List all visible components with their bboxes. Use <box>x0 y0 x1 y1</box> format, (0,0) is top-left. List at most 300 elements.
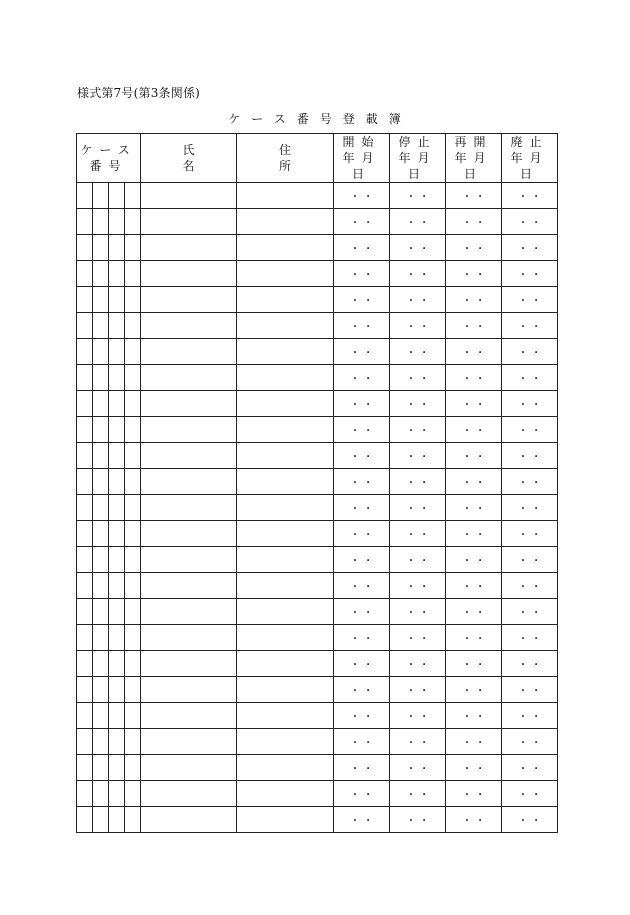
date-placeholder: ・ ・ <box>517 738 542 749</box>
case-number-digit-cell[interactable] <box>125 521 141 547</box>
case-number-digit-cell[interactable] <box>77 807 93 833</box>
date-placeholder: ・ ・ <box>405 400 430 411</box>
date-placeholder: ・ ・ <box>461 608 486 619</box>
start-date-cell[interactable] <box>334 183 390 209</box>
case-number-digit-cell[interactable] <box>93 807 109 833</box>
abolish-date-cell[interactable] <box>502 365 558 391</box>
date-placeholder: ・ ・ <box>405 634 430 645</box>
case-number-digit-cell[interactable] <box>125 365 141 391</box>
start-date-cell[interactable] <box>334 391 390 417</box>
register-row <box>77 547 558 573</box>
stop-date-cell[interactable] <box>390 391 446 417</box>
case-number-digit-cell[interactable] <box>77 261 93 287</box>
case-number-digit-cell[interactable] <box>125 729 141 755</box>
date-placeholder: ・ ・ <box>517 296 542 307</box>
case-number-digit-cell[interactable] <box>109 625 125 651</box>
date-placeholder: ・ ・ <box>517 530 542 541</box>
stop-date-cell[interactable] <box>390 443 446 469</box>
start-date-cell[interactable] <box>334 469 390 495</box>
case-number-digit-cell[interactable] <box>77 235 93 261</box>
address-cell[interactable] <box>237 209 334 235</box>
name-cell[interactable] <box>141 391 237 417</box>
start-date-cell[interactable] <box>334 521 390 547</box>
address-cell[interactable] <box>237 703 334 729</box>
stop-date-cell[interactable] <box>390 781 446 807</box>
case-number-digit-cell[interactable] <box>93 547 109 573</box>
abolish-date-cell[interactable] <box>502 807 558 833</box>
date-placeholder: ・ ・ <box>517 322 542 333</box>
case-number-digit-cell[interactable] <box>93 521 109 547</box>
stop-date-cell[interactable] <box>390 703 446 729</box>
case-number-digit-cell[interactable] <box>77 703 93 729</box>
case-number-digit-cell[interactable] <box>77 443 93 469</box>
abolish-date-cell[interactable] <box>502 209 558 235</box>
address-cell[interactable] <box>237 469 334 495</box>
name-cell[interactable] <box>141 703 237 729</box>
restart-date-header <box>446 134 502 183</box>
case-number-digit-cell[interactable] <box>93 625 109 651</box>
date-placeholder: ・ ・ <box>517 634 542 645</box>
register-row <box>77 339 558 365</box>
case-number-digit-cell[interactable] <box>93 443 109 469</box>
date-placeholder: ・ ・ <box>405 790 430 801</box>
case-number-digit-cell[interactable] <box>125 495 141 521</box>
date-placeholder: ・ ・ <box>349 296 374 307</box>
stop-date-cell[interactable] <box>390 365 446 391</box>
restart-date-cell[interactable] <box>446 391 502 417</box>
case-number-digit-cell[interactable] <box>125 677 141 703</box>
case-number-digit-cell[interactable] <box>93 599 109 625</box>
restart-date-cell[interactable] <box>446 313 502 339</box>
case-number-digit-cell[interactable] <box>125 313 141 339</box>
case-number-digit-cell[interactable] <box>109 599 125 625</box>
restart-date-cell[interactable] <box>446 573 502 599</box>
case-number-digit-cell[interactable] <box>125 599 141 625</box>
abolish-date-cell[interactable] <box>502 443 558 469</box>
restart-date-cell[interactable] <box>446 365 502 391</box>
abolish-date-cell[interactable] <box>502 625 558 651</box>
stop-date-cell[interactable] <box>390 417 446 443</box>
stop-date-cell[interactable] <box>390 495 446 521</box>
stop-date-cell[interactable] <box>390 625 446 651</box>
case-number-digit-cell[interactable] <box>109 703 125 729</box>
abolish-date-cell[interactable] <box>502 313 558 339</box>
date-placeholder: ・ ・ <box>405 244 430 255</box>
start-date-cell[interactable] <box>334 807 390 833</box>
abolish-date-cell[interactable] <box>502 729 558 755</box>
address-cell[interactable] <box>237 235 334 261</box>
name-cell[interactable] <box>141 729 237 755</box>
date-placeholder: ・ ・ <box>405 452 430 463</box>
address-cell[interactable] <box>237 573 334 599</box>
case-number-digit-cell[interactable] <box>93 677 109 703</box>
date-placeholder: ・ ・ <box>349 192 374 203</box>
abolish-date-cell[interactable] <box>502 339 558 365</box>
register-row <box>77 703 558 729</box>
case-number-digit-cell[interactable] <box>93 183 109 209</box>
date-placeholder: ・ ・ <box>517 192 542 203</box>
abolish-date-cell[interactable] <box>502 547 558 573</box>
abolish-date-cell[interactable] <box>502 261 558 287</box>
name-cell[interactable] <box>141 599 237 625</box>
case-number-digit-cell[interactable] <box>77 599 93 625</box>
restart-date-cell[interactable] <box>446 469 502 495</box>
case-number-digit-cell[interactable] <box>125 417 141 443</box>
case-number-digit-cell[interactable] <box>93 495 109 521</box>
abolish-date-cell[interactable] <box>502 391 558 417</box>
case-number-digit-cell[interactable] <box>77 573 93 599</box>
address-cell[interactable] <box>237 599 334 625</box>
address-cell[interactable] <box>237 365 334 391</box>
case-number-digit-cell[interactable] <box>93 339 109 365</box>
register-row <box>77 209 558 235</box>
name-cell[interactable] <box>141 339 237 365</box>
address-cell[interactable] <box>237 261 334 287</box>
case-number-digit-cell[interactable] <box>109 417 125 443</box>
date-placeholder: ・ ・ <box>517 582 542 593</box>
case-number-digit-cell[interactable] <box>109 677 125 703</box>
abolish-date-header <box>502 134 558 183</box>
date-placeholder: ・ ・ <box>461 374 486 385</box>
stop-date-cell[interactable] <box>390 651 446 677</box>
stop-date-cell[interactable] <box>390 729 446 755</box>
start-date-cell[interactable] <box>334 365 390 391</box>
stop-date-cell[interactable] <box>390 261 446 287</box>
restart-date-cell[interactable] <box>446 625 502 651</box>
name-cell[interactable] <box>141 573 237 599</box>
case-number-digit-cell[interactable] <box>77 469 93 495</box>
case-number-digit-cell[interactable] <box>77 495 93 521</box>
restart-date-cell[interactable] <box>446 521 502 547</box>
restart-date-cell[interactable] <box>446 755 502 781</box>
date-placeholder: ・ ・ <box>461 296 486 307</box>
date-placeholder: ・ ・ <box>461 660 486 671</box>
case-number-digit-cell[interactable] <box>93 391 109 417</box>
start-date-cell[interactable] <box>334 781 390 807</box>
case-number-digit-cell[interactable] <box>93 287 109 313</box>
case-number-digit-cell[interactable] <box>125 807 141 833</box>
case-number-digit-cell[interactable] <box>77 183 93 209</box>
restart-date-cell[interactable] <box>446 807 502 833</box>
name-cell[interactable] <box>141 209 237 235</box>
case-number-digit-cell[interactable] <box>109 443 125 469</box>
name-cell[interactable] <box>141 417 237 443</box>
abolish-date-cell[interactable] <box>502 573 558 599</box>
address-cell[interactable] <box>237 651 334 677</box>
case-number-digit-cell[interactable] <box>109 521 125 547</box>
case-number-digit-cell[interactable] <box>109 547 125 573</box>
case-number-digit-cell[interactable] <box>125 235 141 261</box>
start-date-cell[interactable] <box>334 599 390 625</box>
start-date-cell[interactable] <box>334 235 390 261</box>
start-date-cell[interactable] <box>334 573 390 599</box>
date-placeholder: ・ ・ <box>461 634 486 645</box>
case-number-digit-cell[interactable] <box>93 573 109 599</box>
start-date-cell[interactable] <box>334 313 390 339</box>
date-placeholder: ・ ・ <box>349 634 374 645</box>
stop-date-cell[interactable] <box>390 807 446 833</box>
restart-date-cell[interactable] <box>446 599 502 625</box>
abolish-date-cell[interactable] <box>502 651 558 677</box>
restart-date-cell[interactable] <box>446 209 502 235</box>
case-number-digit-cell[interactable] <box>77 391 93 417</box>
case-number-digit-cell[interactable] <box>77 729 93 755</box>
restart-date-cell[interactable] <box>446 495 502 521</box>
date-placeholder: ・ ・ <box>517 764 542 775</box>
stop-date-cell[interactable] <box>390 339 446 365</box>
restart-date-cell[interactable] <box>446 677 502 703</box>
case-number-digit-cell[interactable] <box>125 755 141 781</box>
case-number-digit-cell[interactable] <box>125 209 141 235</box>
stop-date-cell[interactable] <box>390 521 446 547</box>
abolish-date-cell[interactable] <box>502 521 558 547</box>
name-cell[interactable] <box>141 365 237 391</box>
case-number-digit-cell[interactable] <box>77 365 93 391</box>
abolish-date-cell[interactable] <box>502 417 558 443</box>
start-date-cell[interactable] <box>334 547 390 573</box>
case-number-digit-cell[interactable] <box>93 651 109 677</box>
case-number-digit-cell[interactable] <box>125 287 141 313</box>
name-cell[interactable] <box>141 495 237 521</box>
case-number-header-line1: ケース <box>80 143 137 157</box>
case-number-digit-cell[interactable] <box>125 781 141 807</box>
name-cell[interactable] <box>141 235 237 261</box>
case-number-digit-cell[interactable] <box>93 313 109 339</box>
start-date-cell[interactable] <box>334 703 390 729</box>
start-date-cell[interactable] <box>334 755 390 781</box>
abolish-date-cell[interactable] <box>502 755 558 781</box>
name-cell[interactable] <box>141 547 237 573</box>
start-date-cell[interactable] <box>334 287 390 313</box>
case-number-digit-cell[interactable] <box>109 391 125 417</box>
address-cell[interactable] <box>237 391 334 417</box>
abolish-date-cell[interactable] <box>502 599 558 625</box>
stop-date-cell[interactable] <box>390 209 446 235</box>
case-number-digit-cell[interactable] <box>93 469 109 495</box>
header-row <box>77 134 558 183</box>
stop-date-cell[interactable] <box>390 677 446 703</box>
abolish-date-cell[interactable] <box>502 495 558 521</box>
case-number-digit-cell[interactable] <box>109 469 125 495</box>
restart-date-cell[interactable] <box>446 781 502 807</box>
start-date-cell[interactable] <box>334 625 390 651</box>
case-number-digit-cell[interactable] <box>77 547 93 573</box>
date-unit-label: 年月日 <box>342 151 381 181</box>
stop-date-cell[interactable] <box>390 235 446 261</box>
start-date-cell[interactable] <box>334 209 390 235</box>
case-number-digit-cell[interactable] <box>93 209 109 235</box>
case-number-digit-cell[interactable] <box>109 755 125 781</box>
case-number-digit-cell[interactable] <box>93 755 109 781</box>
case-number-digit-cell[interactable] <box>109 365 125 391</box>
date-placeholder: ・ ・ <box>517 218 542 229</box>
address-cell[interactable] <box>237 755 334 781</box>
case-number-digit-cell[interactable] <box>77 755 93 781</box>
abolish-date-cell[interactable] <box>502 235 558 261</box>
start-date-cell[interactable] <box>334 261 390 287</box>
case-number-digit-cell[interactable] <box>109 261 125 287</box>
case-number-digit-cell[interactable] <box>93 417 109 443</box>
restart-date-cell[interactable] <box>446 651 502 677</box>
address-cell[interactable] <box>237 625 334 651</box>
register-row <box>77 235 558 261</box>
stop-date-cell[interactable] <box>390 755 446 781</box>
address-cell[interactable] <box>237 417 334 443</box>
case-number-digit-cell[interactable] <box>77 417 93 443</box>
name-cell[interactable] <box>141 651 237 677</box>
start-date-cell[interactable] <box>334 729 390 755</box>
name-cell[interactable] <box>141 521 237 547</box>
case-number-digit-cell[interactable] <box>125 703 141 729</box>
case-number-digit-cell[interactable] <box>109 781 125 807</box>
address-cell[interactable] <box>237 313 334 339</box>
abolish-date-cell[interactable] <box>502 287 558 313</box>
address-cell[interactable] <box>237 677 334 703</box>
restart-date-cell[interactable] <box>446 235 502 261</box>
name-cell[interactable] <box>141 313 237 339</box>
case-number-digit-cell[interactable] <box>125 391 141 417</box>
restart-date-cell[interactable] <box>446 729 502 755</box>
case-number-digit-cell[interactable] <box>125 469 141 495</box>
case-number-digit-cell[interactable] <box>109 287 125 313</box>
date-placeholder: ・ ・ <box>405 556 430 567</box>
date-placeholder: ・ ・ <box>349 712 374 723</box>
stop-date-cell[interactable] <box>390 547 446 573</box>
case-number-digit-cell[interactable] <box>93 261 109 287</box>
case-number-digit-cell[interactable] <box>125 183 141 209</box>
case-number-digit-cell[interactable] <box>125 547 141 573</box>
abolish-date-cell[interactable] <box>502 469 558 495</box>
name-cell[interactable] <box>141 807 237 833</box>
name-cell[interactable] <box>141 625 237 651</box>
date-placeholder: ・ ・ <box>349 426 374 437</box>
address-cell[interactable] <box>237 729 334 755</box>
date-placeholder: ・ ・ <box>517 816 542 827</box>
register-row <box>77 365 558 391</box>
address-header: 住所 <box>237 134 334 183</box>
address-cell[interactable] <box>237 443 334 469</box>
case-number-digit-cell[interactable] <box>93 781 109 807</box>
name-cell[interactable] <box>141 443 237 469</box>
start-date-cell[interactable] <box>334 651 390 677</box>
case-number-digit-cell[interactable] <box>125 261 141 287</box>
case-number-digit-cell[interactable] <box>77 287 93 313</box>
case-number-digit-cell[interactable] <box>109 235 125 261</box>
register-row <box>77 651 558 677</box>
address-cell[interactable] <box>237 781 334 807</box>
case-number-digit-cell[interactable] <box>93 729 109 755</box>
case-number-digit-cell[interactable] <box>77 521 93 547</box>
stop-date-cell[interactable] <box>390 287 446 313</box>
restart-date-cell[interactable] <box>446 287 502 313</box>
start-date-cell[interactable] <box>334 339 390 365</box>
start-date-cell[interactable] <box>334 677 390 703</box>
restart-date-cell[interactable] <box>446 443 502 469</box>
name-cell[interactable] <box>141 755 237 781</box>
name-cell[interactable] <box>141 287 237 313</box>
case-number-digit-cell[interactable] <box>125 625 141 651</box>
date-placeholder: ・ ・ <box>405 374 430 385</box>
address-cell[interactable] <box>237 807 334 833</box>
name-cell[interactable] <box>141 183 237 209</box>
date-placeholder: ・ ・ <box>405 322 430 333</box>
name-cell[interactable] <box>141 677 237 703</box>
case-number-digit-cell[interactable] <box>109 729 125 755</box>
abolish-date-cell[interactable] <box>502 677 558 703</box>
restart-date-cell[interactable] <box>446 339 502 365</box>
abolish-date-cell[interactable] <box>502 703 558 729</box>
case-number-digit-cell[interactable] <box>77 677 93 703</box>
stop-date-cell[interactable] <box>390 183 446 209</box>
name-cell[interactable] <box>141 261 237 287</box>
abolish-date-cell[interactable] <box>502 183 558 209</box>
case-number-digit-cell[interactable] <box>109 807 125 833</box>
case-number-digit-cell[interactable] <box>125 651 141 677</box>
case-number-digit-cell[interactable] <box>109 339 125 365</box>
address-cell[interactable] <box>237 287 334 313</box>
address-cell[interactable] <box>237 495 334 521</box>
case-number-digit-cell[interactable] <box>77 781 93 807</box>
stop-date-cell[interactable] <box>390 573 446 599</box>
start-date-cell[interactable] <box>334 417 390 443</box>
name-cell[interactable] <box>141 781 237 807</box>
case-number-digit-cell[interactable] <box>109 651 125 677</box>
date-placeholder: ・ ・ <box>405 816 430 827</box>
date-placeholder: ・ ・ <box>517 478 542 489</box>
stop-date-cell[interactable] <box>390 469 446 495</box>
case-number-digit-cell[interactable] <box>109 313 125 339</box>
case-number-digit-cell[interactable] <box>109 573 125 599</box>
case-number-digit-cell[interactable] <box>125 443 141 469</box>
case-number-digit-cell[interactable] <box>77 313 93 339</box>
date-placeholder: ・ ・ <box>461 244 486 255</box>
case-number-digit-cell[interactable] <box>77 625 93 651</box>
date-placeholder: ・ ・ <box>461 582 486 593</box>
date-placeholder: ・ ・ <box>405 478 430 489</box>
restart-date-cell[interactable] <box>446 547 502 573</box>
stop-date-cell[interactable] <box>390 313 446 339</box>
case-number-digit-cell[interactable] <box>109 183 125 209</box>
date-unit-label: 年月日 <box>398 151 437 181</box>
stop-date-cell[interactable] <box>390 599 446 625</box>
restart-date-cell[interactable] <box>446 417 502 443</box>
case-number-digit-cell[interactable] <box>109 495 125 521</box>
case-number-digit-cell[interactable] <box>125 573 141 599</box>
case-number-digit-cell[interactable] <box>109 209 125 235</box>
address-cell[interactable] <box>237 339 334 365</box>
restart-date-cell[interactable] <box>446 703 502 729</box>
register-row <box>77 781 558 807</box>
case-number-digit-cell[interactable] <box>77 339 93 365</box>
address-cell[interactable] <box>237 547 334 573</box>
start-date-cell[interactable] <box>334 443 390 469</box>
name-header: 氏名 <box>141 134 237 183</box>
restart-date-cell[interactable] <box>446 183 502 209</box>
case-number-digit-cell[interactable] <box>125 339 141 365</box>
address-cell[interactable] <box>237 183 334 209</box>
case-number-digit-cell[interactable] <box>93 365 109 391</box>
case-number-digit-cell[interactable] <box>77 651 93 677</box>
case-number-digit-cell[interactable] <box>77 209 93 235</box>
restart-date-cell[interactable] <box>446 261 502 287</box>
address-cell[interactable] <box>237 521 334 547</box>
case-number-digit-cell[interactable] <box>93 703 109 729</box>
name-cell[interactable] <box>141 469 237 495</box>
case-number-digit-cell[interactable] <box>93 235 109 261</box>
date-placeholder: ・ ・ <box>405 764 430 775</box>
abolish-date-cell[interactable] <box>502 781 558 807</box>
start-date-cell[interactable] <box>334 495 390 521</box>
